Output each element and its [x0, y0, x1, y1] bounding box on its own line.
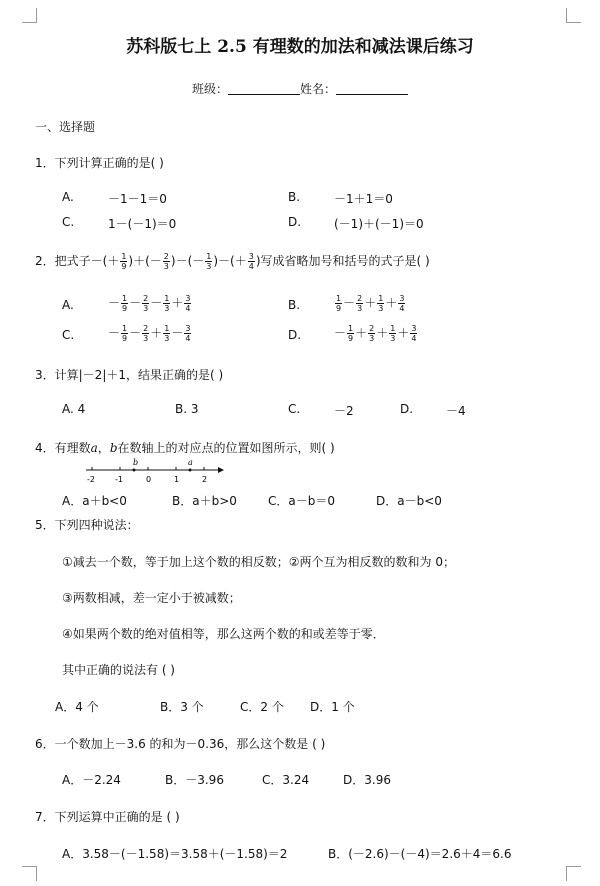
tick-label-neg2: -2 [87, 475, 95, 484]
q5-statement-3-text: ③两数相减，差一定小于被减数； [62, 591, 241, 605]
number-line-arrow [218, 467, 224, 473]
corner-mark-bottom-right [566, 866, 581, 881]
q2-option-b: $\frac{1}{9}$ － $\frac{2}{3}$ ＋ $\frac{1}{3}$ ＋ $\frac{3}{4}$ [336, 294, 405, 313]
point-b-dot [133, 469, 136, 472]
page-title: 苏科版七上 2.5 有理数的加法和减法课后练习 [126, 37, 474, 57]
q3-option-a: A. 4 [62, 402, 86, 416]
q5-statement-1-2: ①减去一个数，等于加上这个数的相反数；②两个互为相反数的数和为 0； [62, 555, 455, 569]
fraction-1-9: $\frac{1}{9}$ [121, 252, 127, 271]
q3-stem: 3．计算|－2|＋1，结果正确的是( ) [35, 368, 224, 382]
q6-option-c: C．3.24 [262, 773, 310, 787]
tick-label-0: 0 [146, 475, 152, 484]
q2-option-b-label: B. [288, 298, 301, 312]
tick-label-2: 2 [202, 475, 208, 484]
q5-option-b: B．3 个 [160, 700, 204, 714]
q2-option-c-label: C. [62, 328, 75, 342]
fraction-1-3: $\frac{1}{3}$ [206, 252, 212, 271]
q1-stem: 1．下列计算正确的是( ) [35, 156, 164, 170]
q6-option-d: D．3.96 [343, 773, 391, 787]
q6-option-a: A．－2.24 [62, 773, 121, 787]
corner-mark-top-right [566, 8, 581, 23]
q3-option-c-label: C. [288, 402, 301, 416]
q4-option-b: B．a＋b>0 [172, 494, 237, 508]
fraction-2-3: $\frac{2}{3}$ [163, 252, 169, 271]
class-name-line [0, 80, 600, 97]
q5-option-c: C．2 个 [240, 700, 284, 714]
q2-option-a: － $\frac{1}{9}$ － $\frac{2}{3}$ － $\frac{1}{3}$ ＋ $\frac{3}{4}$ [108, 294, 191, 313]
fraction-3-4: $\frac{3}{4}$ [248, 252, 254, 271]
q2-option-c: － $\frac{1}{9}$ － $\frac{2}{3}$ ＋ $\frac{1}{3}$ － $\frac{3}{4}$ [108, 324, 191, 343]
tick-label-neg1: -1 [115, 475, 123, 484]
q6-option-b: B．－3.96 [165, 773, 224, 787]
q2-stem: 2．把式子－(＋ $\frac{1}{9}$ )＋(－ $\frac{2}{3}$ )－(－ $\frac{1}{3}$ )－(＋ $\frac{3}{4}$ )写成省略加号和括号的式子是( ) [35, 252, 430, 271]
number-line [80, 458, 230, 488]
q5-ask: 其中正确的说法有 ( ) [62, 663, 175, 677]
class-label: 班级： [191, 82, 228, 96]
section-heading: 一、选择题 [35, 120, 96, 134]
q2-option-d: － $\frac{1}{9}$ ＋ $\frac{2}{3}$ ＋ $\frac{1}{3}$ ＋ $\frac{3}{4}$ [334, 324, 417, 343]
q1-option-d-label: D. [288, 215, 302, 229]
q5-stem: 5．下列四种说法： [35, 518, 139, 532]
q2-stem-suffix: )写成省略加号和括号的式子是( ) [255, 254, 430, 268]
point-a-dot [189, 469, 192, 472]
q5-option-a: A．4 个 [55, 700, 99, 714]
point-a-label: a [188, 458, 193, 467]
q4-var-b: b [109, 441, 118, 455]
q7-option-a: A．3.58－(－1.58)＝3.58＋(－1.58)＝2 [62, 847, 288, 861]
q3-option-d: －4 [446, 404, 466, 418]
q1-option-c-label: C. [62, 215, 75, 229]
q5-statement-4: ④如果两个数的绝对值相等，那么这两个数的和或差等于零． [62, 627, 385, 641]
q2-option-d-label: D. [288, 328, 302, 342]
name-blank[interactable] [336, 82, 408, 95]
q1-option-b-label: B. [288, 190, 301, 204]
q4-option-d: D．a－b<0 [376, 494, 442, 508]
q6-stem: 6．一个数加上－3.6 的和为－0.36，那么这个数是 ( ) [35, 737, 326, 751]
name-label: 姓名： [300, 82, 337, 96]
q3-option-d-label: D. [400, 402, 414, 416]
q7-stem: 7．下列运算中正确的是 ( ) [35, 810, 180, 824]
q4-stem-part-1: 4．有理数 [35, 441, 91, 455]
corner-mark-top-left [22, 8, 37, 23]
tick-label-1: 1 [174, 475, 180, 484]
q1-option-a-label: A. [62, 190, 74, 204]
q4-var-a: a [90, 441, 98, 455]
q5-option-d: D．1 个 [310, 700, 355, 714]
q1-option-b: －1＋1＝0 [334, 192, 393, 206]
q1-option-d: (－1)＋(－1)＝0 [334, 217, 424, 231]
q1-option-c: 1－(－1)＝0 [108, 217, 177, 231]
class-blank[interactable] [228, 82, 300, 95]
point-b-label: b [133, 458, 139, 467]
q3-option-c: －2 [334, 404, 354, 418]
q7-option-b: B．(－2.6)－(－4)＝2.6＋4＝6.6 [328, 847, 512, 861]
q4-stem-part-2: 在数轴上的对应点的位置如图所示，则( ) [117, 441, 335, 455]
q1-option-a: －1－1＝0 [108, 192, 167, 206]
q4-comma: ， [97, 441, 110, 455]
q4-stem [35, 439, 335, 456]
q3-option-b: B. 3 [175, 402, 199, 416]
q2-stem-prefix: 2．把式子－(＋ [35, 254, 120, 268]
corner-mark-bottom-left [22, 866, 37, 881]
q2-option-a-label: A. [62, 298, 74, 312]
q4-option-c: C．a－b＝0 [268, 494, 335, 508]
q4-option-a: A．a＋b<0 [62, 494, 127, 508]
